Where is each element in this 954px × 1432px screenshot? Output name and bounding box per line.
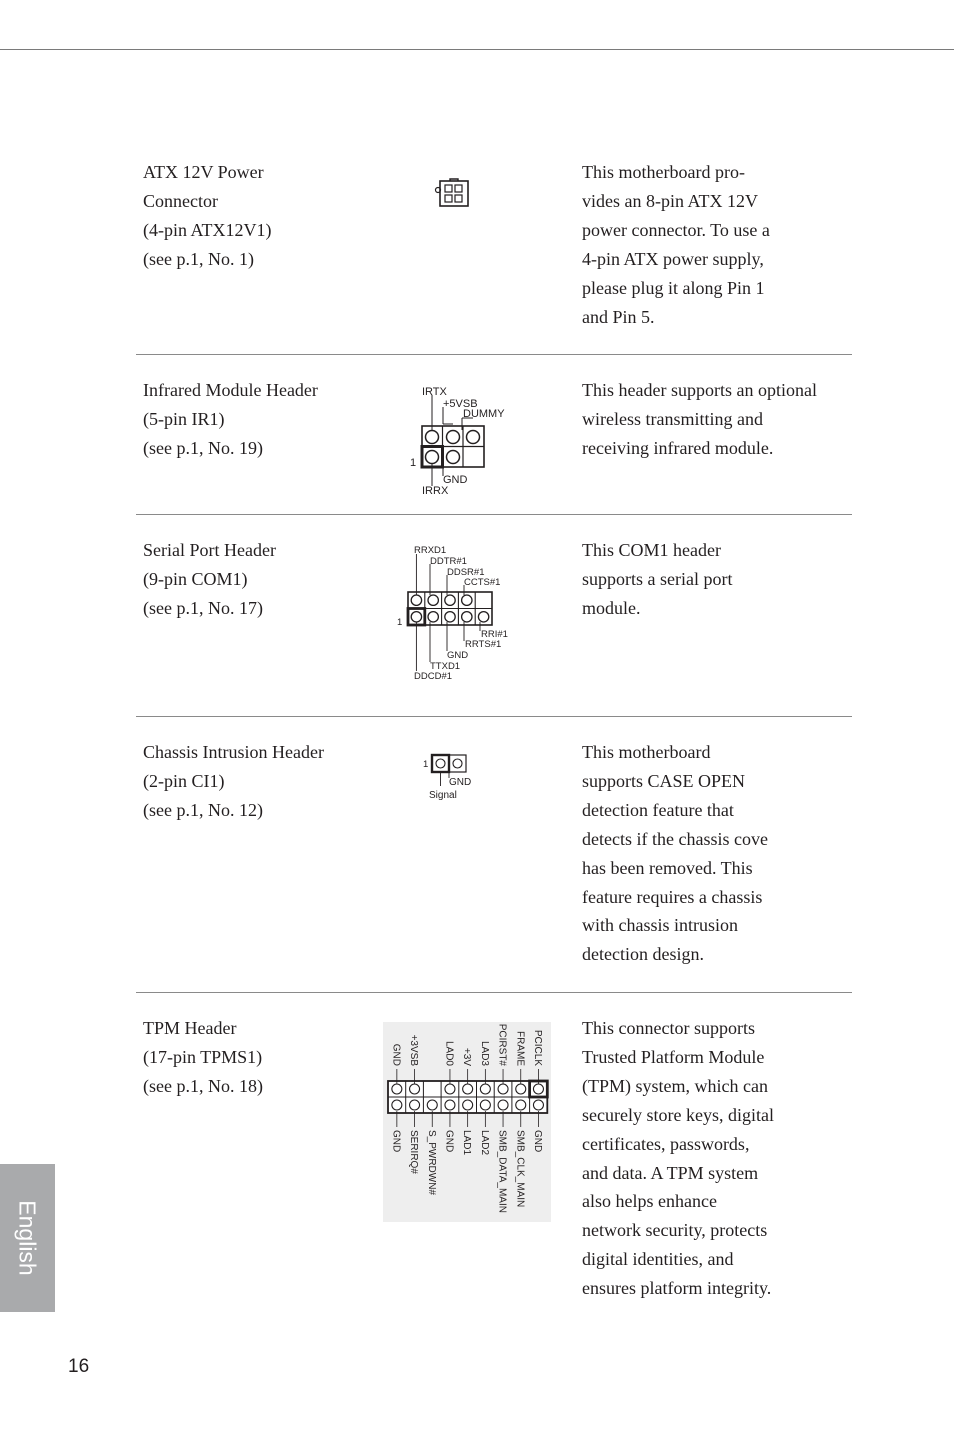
tpm-header-description (582, 1014, 852, 1303)
ci-header-title-line: Chassis Intrusion Header (143, 742, 324, 762)
ir-header-description (582, 376, 852, 463)
ir-header-description-line: receiving infrared module. (582, 437, 774, 458)
com1-header-title (143, 536, 373, 623)
atx12v-title (143, 158, 373, 274)
ci-header-description-line: feature requires a chassis (582, 886, 763, 907)
com1-label-rri1: RRI#1 (481, 629, 508, 640)
tpm-top-pin-label: +3VSB (408, 1034, 420, 1066)
section-divider (136, 716, 852, 717)
ir-label-gnd: GND (443, 474, 468, 486)
tpm-header-description-line: ensures platform integrity. (582, 1278, 772, 1299)
tpm-header-description-line: and data. A TPM system (582, 1162, 759, 1183)
com1-header-description-line: This COM1 header (582, 540, 721, 560)
tpm-header-title (143, 1014, 373, 1101)
com1-header-title-line: (9-pin COM1) (143, 568, 248, 589)
tpm-header-title-line: (see p.1, No. 18) (143, 1075, 263, 1096)
atx12v-connector-icon (434, 178, 474, 210)
ir-header-title-line: (see p.1, No. 19) (143, 437, 263, 458)
tpm-top-pin-label: +3V (461, 1047, 473, 1066)
tpm-bottom-pin-label: SMB_DATA_MAIN (496, 1130, 508, 1213)
tpm-bottom-pin-label: GND (443, 1130, 455, 1153)
ci-label-gnd: GND (449, 777, 472, 788)
tpm-bottom-pin-label: SERIRQ# (408, 1130, 420, 1174)
com1-header-title-line: (see p.1, No. 17) (143, 597, 263, 618)
ir-label-dummy: DUMMY (463, 408, 505, 420)
tpm-header-description-line: digital identities, and (582, 1249, 734, 1270)
ci-header-title-line: (2-pin CI1) (143, 770, 225, 791)
ci-label-pin1: 1 (423, 759, 429, 770)
atx12v-description-line: vides an 8-pin ATX 12V (582, 190, 758, 211)
atx12v-description-line: and Pin 5. (582, 306, 655, 327)
tpm-header-description-line: This connector supports (582, 1018, 755, 1038)
tpm-header-description-line: (TPM) system, which can (582, 1075, 768, 1096)
ci-header-description-line: with chassis intrusion (582, 915, 738, 936)
ci-header-description-line: This motherboard (582, 742, 711, 762)
tpm-header-title-line: TPM Header (143, 1018, 237, 1038)
com1-header-description-line: module. (582, 597, 641, 618)
tpm-top-pin-label: LAD3 (478, 1040, 490, 1066)
com1-label-ttxd1: TTXD1 (430, 661, 461, 672)
tpm-bottom-pin-label: LAD2 (478, 1130, 490, 1156)
com1-header-pin-diagram (394, 540, 524, 685)
tpm-bottom-pin-label: SMB_CLK_MAIN (514, 1130, 526, 1208)
tpm-top-pin-label: LAD0 (443, 1040, 455, 1066)
ci-header-description-line: has been removed. This (582, 857, 753, 878)
tpm-header-description-line: also helps enhance (582, 1191, 717, 1212)
page-number: 16 (68, 1356, 90, 1377)
atx12v-description (582, 158, 852, 331)
tpm-top-pin-label: FRAME (514, 1031, 526, 1066)
com1-label-ccts1: CCTS#1 (464, 577, 501, 588)
ir-header-description-line: wireless transmitting and (582, 408, 763, 429)
tpm-bottom-pin-label: S_PWRDWN# (425, 1130, 437, 1196)
atx12v-description-line: This motherboard pro- (582, 162, 745, 182)
com1-label-rrts1: RRTS#1 (465, 639, 502, 650)
atx12v-title-line: Connector (143, 190, 218, 211)
ci-header-description-line: detection design. (582, 944, 704, 965)
com1-header-description (582, 536, 852, 623)
ci-header-description (582, 738, 852, 969)
section-divider (136, 354, 852, 355)
com1-label-ddsr1: DDSR#1 (447, 567, 485, 578)
ci-header-description-line: detects if the chassis cove (582, 828, 768, 849)
tpm-top-pin-label: GND (390, 1043, 402, 1066)
com1-label-gnd: GND (447, 650, 469, 661)
ci-label-signal: Signal (429, 790, 457, 801)
com1-label-pin1: 1 (397, 617, 403, 628)
section-divider (136, 992, 852, 993)
tpm-header-description-line: Trusted Platform Module (582, 1046, 765, 1067)
atx12v-title-line: (4-pin ATX12V1) (143, 219, 272, 240)
ci-header-pin-diagram (420, 750, 500, 802)
com1-header-description-line: supports a serial port (582, 568, 733, 589)
tpm-header-description-line: certificates, passwords, (582, 1133, 750, 1154)
ir-label-irtx: IRTX (422, 386, 447, 398)
atx12v-title-line: ATX 12V Power (143, 162, 264, 182)
ci-header-title (143, 738, 373, 825)
ir-header-description-line: This header supports an optional (582, 380, 817, 400)
tpm-top-pin-label: PCIRST# (496, 1023, 508, 1066)
section-divider (136, 514, 852, 515)
language-side-tab-label: English (14, 1200, 41, 1276)
ir-header-pin-diagram (400, 380, 520, 500)
tpm-header-description-line: securely store keys, digital (582, 1104, 774, 1125)
atx12v-description-line: please plug it along Pin 1 (582, 277, 765, 298)
atx12v-description-line: 4-pin ATX power supply, (582, 248, 764, 269)
atx12v-description-line: power connector. To use a (582, 219, 770, 240)
com1-header-title-line: Serial Port Header (143, 540, 276, 560)
ir-header-title (143, 376, 373, 463)
ir-label-5vsb: +5VSB (443, 398, 478, 410)
ci-header-description-line: supports CASE OPEN (582, 770, 746, 791)
tpm-header-pin-diagram (383, 1022, 551, 1222)
com1-label-ddtr1: DDTR#1 (430, 556, 467, 567)
tpm-header-description-line: network security, protects (582, 1220, 768, 1241)
top-rule (0, 49, 954, 50)
com1-label-ddcd1: DDCD#1 (414, 671, 453, 682)
tpm-header-title-line: (17-pin TPMS1) (143, 1046, 263, 1067)
ir-label-irrx: IRRX (422, 485, 449, 497)
ir-header-title-line: (5-pin IR1) (143, 408, 225, 429)
ci-header-description-line: detection feature that (582, 799, 734, 820)
tpm-bottom-pin-label: LAD1 (461, 1130, 473, 1156)
ir-label-pin1: 1 (410, 457, 417, 469)
tpm-top-pin-label: PCICLK (531, 1029, 543, 1066)
tpm-bottom-pin-label: GND (390, 1130, 402, 1153)
tpm-bottom-pin-label: GND (531, 1130, 543, 1153)
com1-label-rrxd1: RRXD1 (414, 545, 447, 556)
language-side-tab (0, 1164, 55, 1312)
atx12v-title-line: (see p.1, No. 1) (143, 248, 254, 269)
ir-header-title-line: Infrared Module Header (143, 380, 318, 400)
ci-header-title-line: (see p.1, No. 12) (143, 799, 263, 820)
